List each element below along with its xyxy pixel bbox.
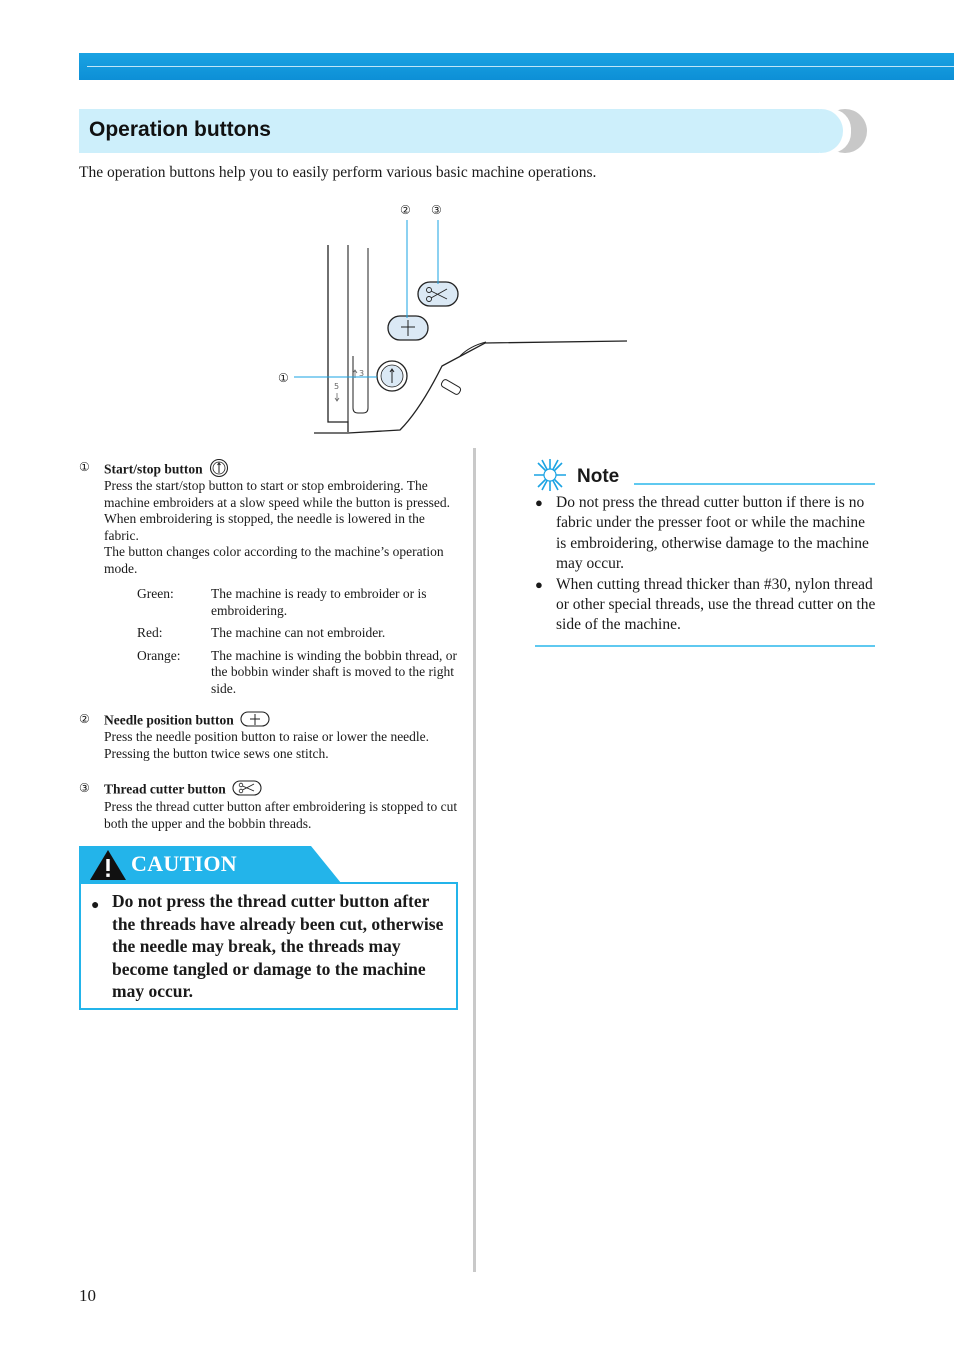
scale-mark-5: 5 <box>334 382 340 391</box>
mode-row-red: Red: The machine can not embroider. <box>137 625 386 640</box>
note-bottom-divider <box>535 645 875 647</box>
header-bar <box>79 53 954 80</box>
note-title: Note <box>577 466 620 487</box>
item-title: Start/stop button <box>104 458 229 483</box>
item-number: ③ <box>79 781 90 795</box>
note-star-icon <box>531 457 569 498</box>
item-description <box>104 478 459 577</box>
scale-mark-3: 3 <box>359 369 365 378</box>
needle-position-button-drawing <box>388 316 428 340</box>
item-title: Needle position button <box>104 710 270 733</box>
note-list <box>535 493 877 636</box>
warning-triangle-icon <box>89 849 127 886</box>
item-body: Press the thread cutter button after embroidering is stopped to cut both the upper and the bobbin threads. <box>104 799 458 831</box>
start-stop-button-drawing <box>377 361 407 391</box>
mode-row-orange: Orange: The machine is winding the bobbin thread, or the bobbin winder shaft is moved to the right side. <box>137 647 457 696</box>
callout-2: ② <box>400 203 411 217</box>
caution-box <box>79 882 458 1010</box>
bullet-icon: ● <box>91 898 100 913</box>
intro-text: The operation buttons help you to easily perform various basic machine operations. <box>79 164 597 181</box>
mode-row-green: Green: The machine is ready to embroider or is embroidering. <box>137 586 427 618</box>
callout-3: ③ <box>431 203 442 217</box>
operation-buttons-illustration <box>270 196 650 441</box>
note-item: ● When cutting thread thicker than #30, nylon thread or other special threads, use the thread cutter on the side of the machine. <box>535 575 876 634</box>
caution-label: CAUTION <box>131 851 237 876</box>
note-item: ● Do not press the thread cutter button if there is no fabric under the presser foot or while the machine is embroidering, otherwise damage to the machine may occur. <box>535 494 869 573</box>
section-header <box>79 109 867 153</box>
item-body-2: The button changes color according to the machine’s operation mode. <box>104 544 444 576</box>
item-number: ② <box>79 712 90 726</box>
color-mode-list <box>137 586 467 703</box>
callout-1: ① <box>278 371 289 385</box>
item-body: Press the needle position button to raise or lower the needle. Pressing the button twice sews one stitch. <box>104 729 430 761</box>
caution-header <box>79 846 341 883</box>
item-title: Thread cutter button <box>104 779 262 802</box>
bullet-icon: ● <box>535 576 543 592</box>
item-number: ① <box>79 460 90 474</box>
item-body: Press the start/stop button to start or stop embroidering. The machine embroiders at a slow speed while the button is pressed. When embroidering is stopped, the needle is lowered in the fabric. <box>104 478 451 543</box>
column-divider <box>473 448 476 1272</box>
thread-cutter-button-drawing <box>418 282 458 306</box>
section-title: Operation buttons <box>89 118 271 141</box>
bullet-icon: ● <box>535 495 543 510</box>
note-divider <box>634 483 875 485</box>
page-number: 10 <box>79 1286 96 1305</box>
caution-text: Do not press the thread cutter button after the threads have already been cut, otherwise the needle may break, the threads may become tangled or damage to the machine may occur. <box>112 891 444 1001</box>
